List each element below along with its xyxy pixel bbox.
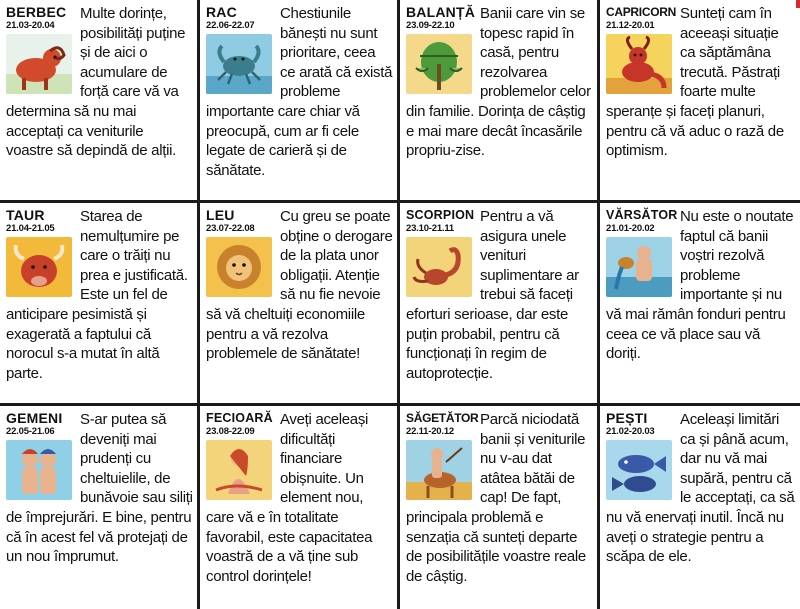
sign-name: CAPRICORN bbox=[606, 5, 676, 19]
sign-name: GEMENI bbox=[6, 410, 63, 426]
sign-dates: 23.10-21.11 bbox=[406, 223, 454, 234]
sign-header bbox=[206, 410, 276, 500]
sign-name: SĂGETĂTOR bbox=[406, 411, 479, 425]
sign-dates: 21.12-20.01 bbox=[606, 20, 655, 31]
sign-cell-leu bbox=[200, 203, 397, 403]
sign-dates: 21.04-21.05 bbox=[6, 223, 55, 234]
horoscope-text: Nu este o noutate faptul că banii voștri rezolvă probleme importante și nu vă mai rămân fonduri pentru ceea ce vă place sau vă doriți. bbox=[606, 208, 794, 363]
sign-cell-rac bbox=[200, 0, 397, 200]
sign-header bbox=[6, 4, 76, 94]
sign-cell-berbec bbox=[0, 0, 197, 200]
horoscope-text: Pentru a vă asigura unele venituri suplimentare ar trebui să faceți eforturi serioase, dar este puțin probabil, pentru că funcționați în regim de autoprotecție. bbox=[406, 208, 579, 382]
sign-dates: 22.05-21.06 bbox=[6, 426, 55, 437]
sign-header bbox=[406, 207, 476, 297]
sign-header bbox=[6, 410, 76, 500]
sign-cell-taur bbox=[0, 203, 197, 403]
sign-header bbox=[206, 207, 276, 297]
ram-aries-icon bbox=[6, 34, 72, 94]
sign-dates: 21.01-20.02 bbox=[606, 223, 655, 234]
sign-cell-capricorn bbox=[600, 0, 800, 200]
horoscope-text: Sunteți cam în aceeași situație ca săptămâna trecută. Păstrați foarte multe speranțe și faceți planuri, pentru că vă aduc o rază de optimism. bbox=[606, 5, 784, 160]
lion-leo-icon bbox=[206, 237, 272, 297]
sign-dates: 23.07-22.08 bbox=[206, 223, 255, 234]
horoscope-text: Chestiunile bănești nu sunt prioritare, ceea ce arată că există probleme importante care chiar vă preocupă, cum ar fi cele legate de carieră și de sănătate. bbox=[206, 5, 393, 179]
sign-cell-pesti bbox=[600, 406, 800, 609]
sign-header bbox=[606, 207, 676, 297]
sign-header bbox=[406, 4, 476, 94]
horoscope-text: Banii care vin se topesc rapid în casă, pentru rezolvarea problemelor celor din familie. Dorința de câștig e mai mare decât încasările propriu-zise. bbox=[406, 5, 591, 160]
horoscope-text: Cu greu se poate obține o derogare de la plata unor obligații. Atenție să nu fie nevoie să vă cheltuiți economiile pentru a vă rezolva problemele de sănătate! bbox=[206, 208, 393, 363]
horoscope-text: Parcă niciodată banii și veniturile nu v-au dat atâtea bătăi de cap! De fapt, principala problemă e senzația că sunteți departe de posibilitățile voastre reale de câștig. bbox=[406, 411, 586, 585]
sign-name: BERBEC bbox=[6, 4, 67, 20]
sign-cell-varsator bbox=[600, 203, 800, 403]
sign-dates: 21.02-20.03 bbox=[606, 426, 655, 437]
sign-name: BALANȚĂ bbox=[406, 4, 476, 20]
horoscope-text: Multe dorințe, posibilități puține și de aici o acumulare de forță care vă va determina să nu mai acceptați ca veniturile voastre să depindă de alții. bbox=[6, 5, 186, 160]
sign-dates: 23.08-22.09 bbox=[206, 426, 255, 437]
sign-dates: 22.06-22.07 bbox=[206, 20, 255, 31]
sign-dates: 21.03-20.04 bbox=[6, 20, 55, 31]
sign-header bbox=[406, 410, 479, 500]
accent-bar bbox=[796, 0, 800, 8]
sign-dates: 23.09-22.10 bbox=[406, 20, 455, 31]
sign-header bbox=[606, 4, 676, 94]
scorpion-icon bbox=[406, 237, 472, 297]
horoscope-text: Aveți aceleași dificultăți financiare obișnuite. Un element nou, care vă e în totalitate favorabil, este capacitatea voastră de a vă ține sub control dorințele! bbox=[206, 411, 373, 585]
sign-name: SCORPION bbox=[406, 208, 475, 222]
sign-dates: 22.11-20.12 bbox=[406, 426, 454, 437]
scales-libra-icon bbox=[406, 34, 472, 94]
horoscope-text: S-ar putea să deveniți mai prudenți cu cheltuielile, de bunăvoie sau siliți de împrejurări. E bine, pentru că în acest fel vă protejați de un nou împrumut. bbox=[6, 411, 193, 566]
sign-header bbox=[206, 4, 276, 94]
twins-gemini-icon bbox=[6, 440, 72, 500]
sign-header bbox=[6, 207, 76, 297]
sign-name: VĂRSĂTOR bbox=[606, 208, 678, 222]
sign-header bbox=[606, 410, 676, 500]
horoscope-text: Aceleași limitări ca și până acum, dar nu vă mai supără, pentru că le acceptați, ca să nu vă enervați inutil. Încă nu aveți o strategie pentru a scăpa de ele. bbox=[606, 411, 795, 566]
maiden-virgo-icon bbox=[206, 440, 272, 500]
sign-name: PEȘTI bbox=[606, 410, 648, 426]
sign-cell-gemeni bbox=[0, 406, 197, 609]
archer-sagittarius-icon bbox=[406, 440, 472, 500]
sign-name: TAUR bbox=[6, 207, 45, 223]
bull-taurus-icon bbox=[6, 237, 72, 297]
sign-cell-fecioara bbox=[200, 406, 397, 609]
goat-capricorn-icon bbox=[606, 34, 672, 94]
sign-cell-scorpion bbox=[400, 203, 597, 403]
sign-cell-sagetator bbox=[400, 406, 597, 609]
crab-cancer-icon bbox=[206, 34, 272, 94]
horoscope-text: Starea de nemulțumire pe care o trăiți nu prea e justificată. Este un fel de anticipare pesimistă și exagerată a faptului că norocul s-a mutat în altă parte. bbox=[6, 208, 188, 382]
sign-name: LEU bbox=[206, 207, 235, 223]
sign-cell-balanta bbox=[400, 0, 597, 200]
water-bearer-aquarius-icon bbox=[606, 237, 672, 297]
sign-name: RAC bbox=[206, 4, 237, 20]
sign-name: FECIOARĂ bbox=[206, 411, 273, 425]
fish-pisces-icon bbox=[606, 440, 672, 500]
